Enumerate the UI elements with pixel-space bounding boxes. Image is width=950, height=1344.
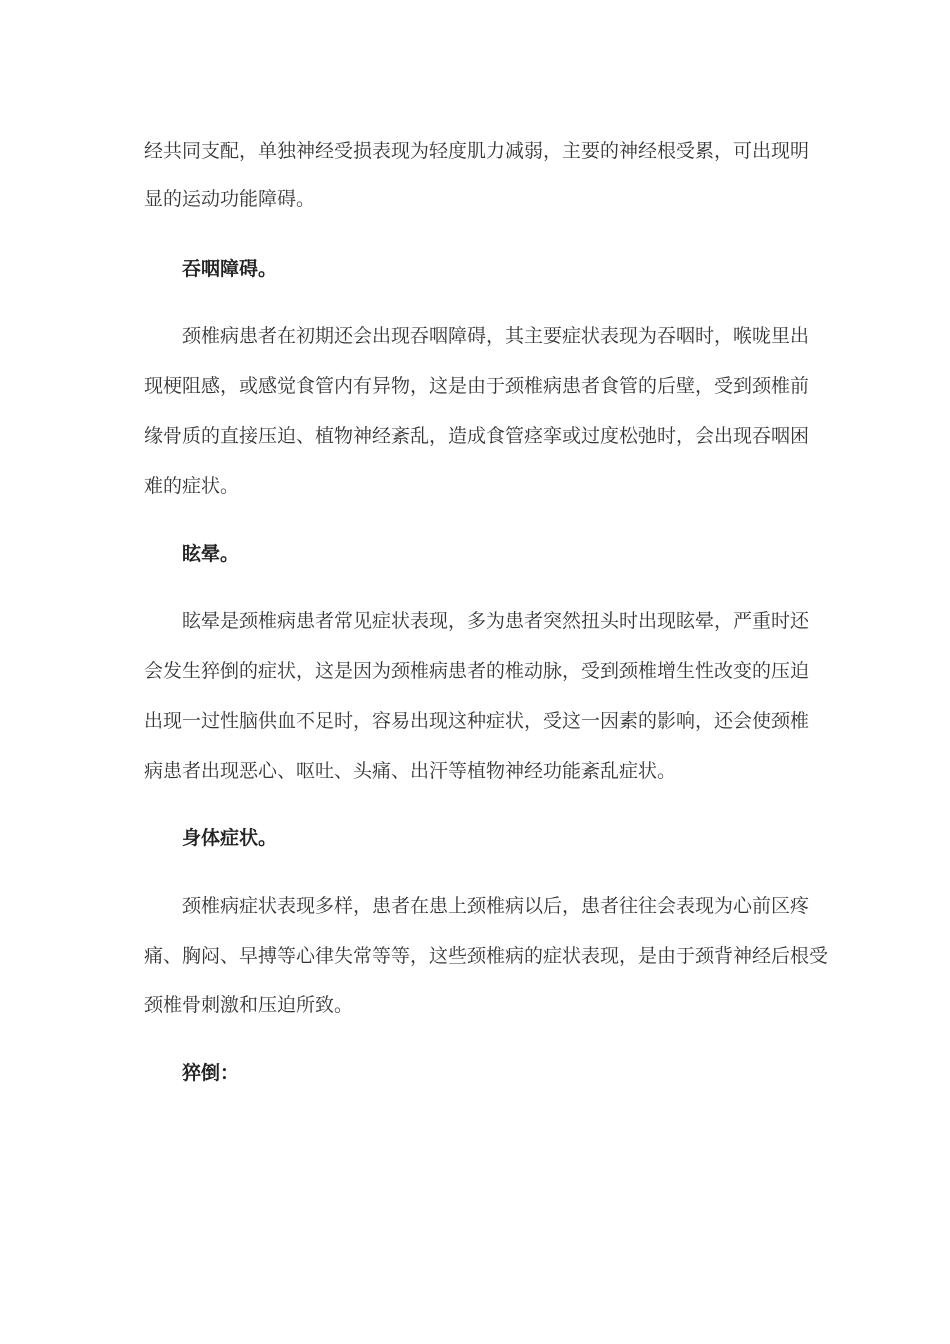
paragraph-line: 病患者出现恶心、呕吐、头痛、出汗等植物神经功能紊乱症状。 (144, 760, 677, 782)
section-heading-body-symptoms: 身体症状。 (182, 827, 278, 849)
paragraph-line: 现梗阻感，或感觉食管内有异物，这是由于颈椎病患者食管的后壁，受到颈椎前 (144, 375, 810, 397)
paragraph-line: 经共同支配，单独神经受损表现为轻度肌力减弱，主要的神经根受累，可出现明 (144, 140, 810, 162)
paragraph-line: 显的运动功能障碍。 (144, 188, 316, 210)
paragraph-line: 颈椎病症状表现多样，患者在患上颈椎病以后，患者往往会表现为心前区疼 (182, 895, 810, 917)
paragraph-line: 会发生猝倒的症状，这是因为颈椎病患者的椎动脉，受到颈椎增生性改变的压迫 (144, 660, 810, 682)
paragraph-line: 颈椎骨刺激和压迫所致。 (144, 994, 354, 1016)
paragraph-line: 难的症状。 (144, 475, 240, 497)
paragraph-line: 颈椎病患者在初期还会出现吞咽障碍，其主要症状表现为吞咽时，喉咙里出 (182, 325, 810, 347)
paragraph-line: 出现一过性脑供血不足时，容易出现这种症状，受这一因素的影响，还会使颈椎 (144, 710, 810, 732)
paragraph-line: 痛、胸闷、早搏等心律失常等等，这些颈椎病的症状表现，是由于颈背神经后根受 (144, 945, 829, 967)
section-heading-dizziness: 眩晕。 (182, 543, 240, 565)
section-heading-swallowing: 吞咽障碍。 (182, 258, 278, 280)
section-heading-fainting: 猝倒： (182, 1062, 240, 1084)
paragraph-line: 缘骨质的直接压迫、植物神经紊乱，造成食管痉挛或过度松弛时，会出现吞咽困 (144, 425, 810, 447)
paragraph-line: 眩晕是颈椎病患者常见症状表现，多为患者突然扭头时出现眩晕，严重时还 (182, 610, 810, 632)
